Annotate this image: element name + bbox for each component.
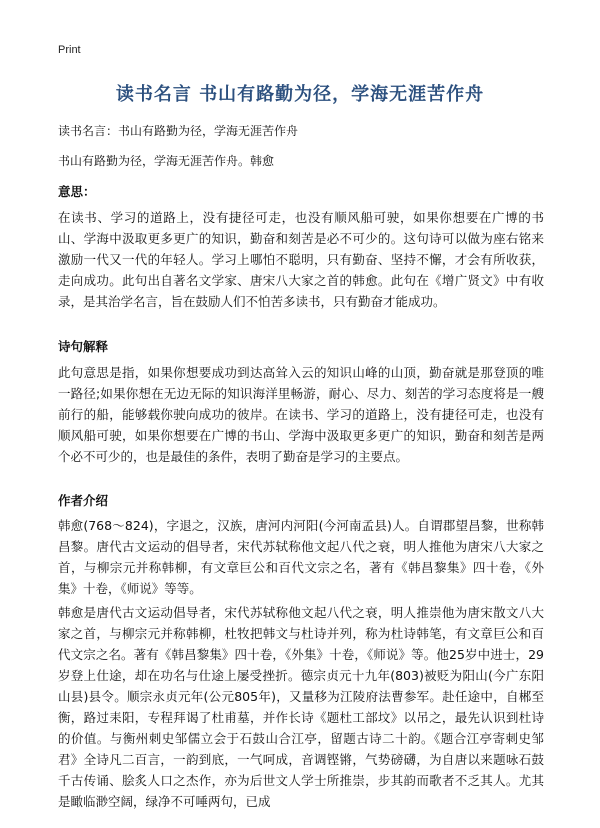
subtitle-line: 读书名言：书山有路勤为径，学海无涯苦作舟 <box>58 124 299 138</box>
poem-explain-heading: 诗句解释 <box>58 339 109 354</box>
page-title: 读书名言 书山有路勤为径，学海无涯苦作舟 <box>115 84 485 105</box>
author-paragraph-2: 韩愈是唐代古文运动倡导者，宋代苏轼称他文起八代之衰，明人推崇他为唐宋散文八大家之首，与柳宗元并称韩柳，杜牧把韩文与杜诗并列，称为杜诗韩笔，有文章巨公和百代文宗之名。著有《韩昌黎集》四十卷，《外集》十卷，《师说》等。他25岁中进士，29岁登上仕途，却在功名与仕途上屡受挫折。德宗贞元十九年(803)被贬为阳山(今广东阳山县)县令。顺宗永贞元年(公元805年)，又量移为江陵府法曹参军。赴任途中，自郴至衡，路过耒阳，专程拜谒了杜甫墓，并作长诗《题杜工部坟》以吊之，最先认识到杜诗的价值。与衡州刺史邹儒立会于石鼓山合江亭，留题古诗二十韵。《题合江亭寄刺史邹君》全诗凡二百言，一韵到底，一气呵成，音调铿锵，气势磅礴，为自唐以来题咏石鼓千古传诵、脍炙人口之杰作，亦为后世文人学士所推崇，步其韵而歌者不乏其人。尤其是瞰临渺空阔，绿净不可唾两句，已成 <box>58 605 544 809</box>
author-paragraph-1: 韩愈(768～824)，字退之，汉族，唐河内河阳(今河南孟县)人。自谓郡望昌黎，世称韩昌黎。唐代古文运动的倡导者，宋代苏轼称他文起八代之衰，明人推他为唐宋八大家之首，与柳宗元并称韩柳，有文章巨公和百代文宗之名，著有《韩昌黎集》四十卷，《外集》十卷，《师说》等等。 <box>58 518 544 596</box>
author-heading: 作者介绍 <box>58 493 109 508</box>
poem-explain-paragraph: 此句意思是指，如果你想要成功到达高耸入云的知识山峰的山顶，勤奋就是那登顶的唯一路径;如果你想在无边无际的知识海洋里畅游，耐心、尽力、刻苦的学习态度将是一艘前行的船，能够载你驶向成功的彼岸。在读书、学习的道路上，没有捷径可走，也没有顺风船可驶，如果你想要在广博的书山、学海中汲取更多更广的知识，勤奋和刻苦是两个必不可少的，也是最佳的条件，表明了勤奋是学习的主要点。 <box>58 365 544 464</box>
print-label: Print <box>58 44 81 56</box>
meaning-paragraph: 在读书、学习的道路上，没有捷径可走，也没有顺风船可驶，如果你想要在广博的书山、学海中汲取更多更广的知识，勤奋和刻苦是必不可少的。这句诗可以做为座右铭来激励一代又一代的年轻人。学习上哪怕不聪明，只有勤奋、坚持不懈，才会有所收获，走向成功。此句出自著名文学家、唐宋八大家之首的韩愈。此句在《增广贤文》中有收录，是其治学名言，旨在鼓励人们不怕苦多读书，只有勤奋才能成功。 <box>58 210 544 309</box>
quote-line: 书山有路勤为径，学海无涯苦作舟。韩愈 <box>58 154 275 168</box>
meaning-heading: 意思： <box>58 184 96 199</box>
